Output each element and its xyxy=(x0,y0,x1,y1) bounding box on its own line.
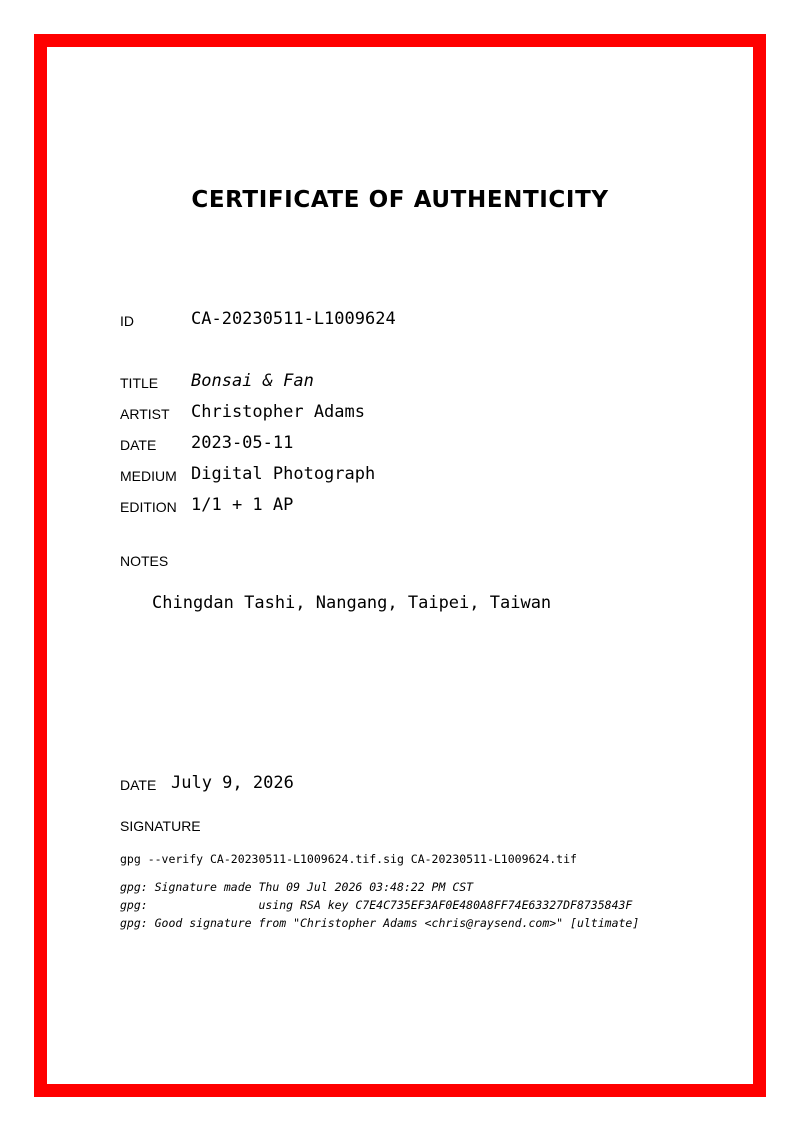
gpg-output-line: gpg: Good signature from "Christopher Adams <chris@raysend.com>" [ultimate] xyxy=(120,916,640,930)
title-value: Bonsai & Fan xyxy=(191,371,314,391)
artist-label: ARTIST xyxy=(120,406,170,422)
gpg-verify-command: gpg --verify CA-20230511-L1009624.tif.sig CA-20230511-L1009624.tif xyxy=(120,852,577,866)
gpg-output-line: gpg: using RSA key C7E4C735EF3AF0E480A8FF74E63327DF8735843F xyxy=(120,898,633,912)
gpg-output-line: gpg: Signature made Thu 09 Jul 2026 03:48:22 PM CST xyxy=(120,880,474,894)
edition-value: 1/1 + 1 AP xyxy=(191,495,294,515)
medium-label: MEDIUM xyxy=(120,468,177,484)
id-value: CA-20230511-L1009624 xyxy=(191,309,396,329)
signature-label: SIGNATURE xyxy=(120,818,201,834)
notes-label: NOTES xyxy=(120,553,169,569)
id-label: ID xyxy=(120,313,134,329)
edition-label: EDITION xyxy=(120,499,177,515)
artist-value: Christopher Adams xyxy=(191,402,365,422)
date-label: DATE xyxy=(120,437,157,453)
date-value: 2023-05-11 xyxy=(191,433,294,453)
notes-text: Chingdan Tashi, Nangang, Taipei, Taiwan xyxy=(152,593,552,613)
signing-date-label: DATE xyxy=(120,777,157,793)
medium-value: Digital Photograph xyxy=(191,464,376,484)
title-label: TITLE xyxy=(120,375,159,391)
certificate-heading: CERTIFICATE OF AUTHENTICITY xyxy=(191,187,609,213)
signing-date-value: July 9, 2026 xyxy=(171,773,294,793)
